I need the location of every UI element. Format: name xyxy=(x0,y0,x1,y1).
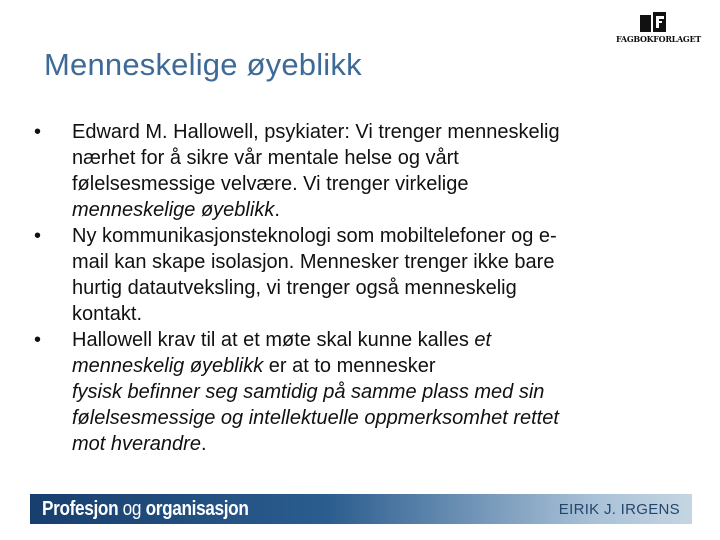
bullet-list xyxy=(34,119,674,457)
bullet-item xyxy=(34,119,674,223)
bullet-text-segment: Edward M. Hallowell, psykiater: Vi trenger menneskelig nærhet for å sikre vår mentale helse og vårt følelsesmessige velvære. Vi trenger virkelige xyxy=(72,121,560,195)
bullet-text xyxy=(72,223,674,327)
bullet-item xyxy=(34,327,674,457)
footer-title-word-3: organisasjon xyxy=(145,498,249,520)
slide-title: Menneskelige øyeblikk xyxy=(44,47,362,82)
bullet-symbol: • xyxy=(34,121,42,143)
footer-title-word-1: Profesjon xyxy=(42,498,119,520)
publisher-logo xyxy=(616,12,701,48)
bullet-symbol: • xyxy=(34,329,42,351)
bullet-text-italic: fysisk befinner seg samtidig på samme plass med sin følelsesmessige og intellektuelle oppmerksomhet rettet mot hverandre xyxy=(72,381,559,455)
bullet-text-italic: et menneskelig øyeblikk xyxy=(72,329,492,377)
footer-bar xyxy=(30,494,692,524)
bullet-text xyxy=(72,327,674,457)
footer-title-word-2: og xyxy=(122,498,142,520)
bullet-text-italic: menneskelige øyeblikk xyxy=(72,199,275,221)
bullet-text-segment: . xyxy=(200,433,207,455)
bullet-text-segment: Ny kommunikasjonsteknologi som mobiltelefoner og e- mail kan skape isolasjon. Mennesker trenger ikke bare hurtig datautveksling, vi trenger også menneskelig kontakt. xyxy=(72,225,557,325)
bullet-text-segment: . xyxy=(274,199,280,221)
book-logo-icon xyxy=(640,12,666,34)
footer-course-title xyxy=(42,498,249,521)
bullet-text-segment: er at to mennesker xyxy=(268,355,436,377)
bullet-text-segment: Hallowell krav til at et møte skal kunne kalles xyxy=(72,329,475,351)
bullet-item xyxy=(34,223,674,327)
bullet-text xyxy=(72,119,674,223)
logo-text: FAGBOKFORLAGET xyxy=(616,34,701,44)
footer-author: EIRIK J. IRGENS xyxy=(558,501,680,518)
bullet-symbol: • xyxy=(34,225,42,247)
